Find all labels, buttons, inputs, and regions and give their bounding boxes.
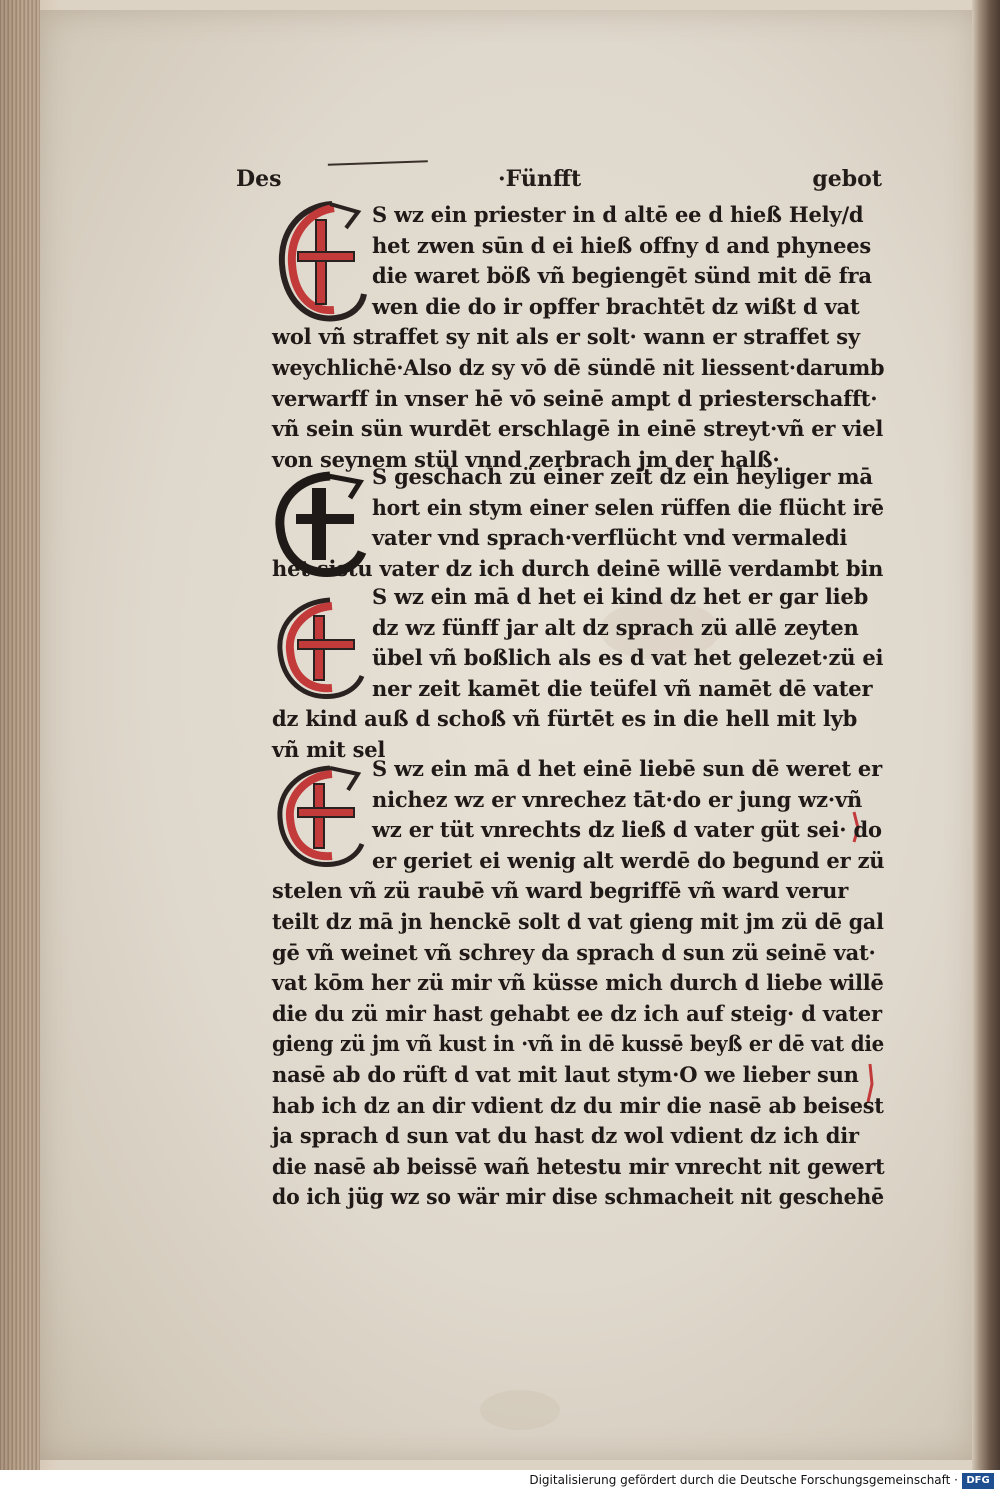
text-line: gē vñ weinet vñ schrey da sprach d sun zü seinē vat· <box>272 939 876 965</box>
text-line: die du zü mir hast gehabt ee dz ich auf steig· d vater <box>272 1000 882 1026</box>
text-line: het sistu vater dz ich durch deinē willē verdambt bin <box>272 555 884 581</box>
text-line: dz kind auß d schoß vñ fürtēt es in die hell mit lyb <box>272 706 858 732</box>
text-line: wz er tüt vnrechts dz ließ d vater güt sei· do <box>372 817 882 843</box>
text-line: hort ein stym einer selen rüffen die flücht irē <box>372 494 884 520</box>
text-line: S geschach zü einer zeit dz ein heyliger mā <box>372 464 873 489</box>
dfg-logo: DFG <box>962 1473 994 1489</box>
text-line: nichez wz er vnrechez tāt·do er jung wz·vñ <box>372 786 863 812</box>
text-line: vñ sein sün wurdēt erschlagē in einē streyt·vñ er viel <box>272 416 884 442</box>
text-line: ner zeit kamēt die teüfel vñ namēt dē vater <box>372 675 873 701</box>
text-line: dz wz fünff jar alt dz sprach zü allē zeyten <box>372 614 859 640</box>
text-line: von seynem stül vnnd zerbrach jm der halß· <box>272 446 780 472</box>
text-line: ja sprach d sun vat du hast dz wol vdient dz ich dir <box>272 1123 859 1149</box>
running-head <box>236 162 882 196</box>
text-line: vater vnd sprach·verflücht vnd vermaledi <box>372 525 848 551</box>
text-line: S wz ein priester in d altē ee d hieß Hely/d <box>372 202 864 227</box>
page-fore-edge <box>0 0 40 1470</box>
text-line: die waret böß vñ begiengēt sünd mit dē fra <box>372 263 872 289</box>
text-line: gieng zü jm vñ kust in ·vñ in dē kussē beyß er dē vat die <box>272 1031 885 1057</box>
running-head-middle: ·Fünfft <box>498 166 582 192</box>
footer-credit: Digitalisierung gefördert durch die Deutsche Forschungsgemeinschaft · <box>529 1473 958 1487</box>
text-line: S wz ein mā d het einē liebē sun dē weret er <box>372 756 882 781</box>
text-line: weychlichē·Also dz sy vō dē sündē nit liessent·darumb <box>272 355 885 380</box>
text-line: wen die do ir opffer brachtēt dz wißt d vat <box>372 293 860 319</box>
text-line: er geriet ei wenig alt werdē do begund er zü <box>372 847 885 873</box>
foxing-stain <box>480 1390 560 1430</box>
text-line: teilt dz mā jn henckē solt d vat gieng mit jm zü dē gal <box>272 909 884 934</box>
text-line: verwarff in vnser hē vō seinē ampt d priesterschafft· <box>272 385 878 411</box>
running-head-right: gebot <box>812 166 882 192</box>
spine-gutter <box>972 0 1000 1470</box>
text-line: übel vñ boßlich als es d vat het gelezet·zü ei <box>372 645 884 671</box>
text-line: vñ mit sel <box>272 737 386 762</box>
running-head-left: Des <box>236 166 282 192</box>
text-line: wol vñ straffet sy nit als er solt· wann er straffet sy <box>272 324 860 350</box>
rubricated-initial-1 <box>272 198 368 328</box>
rubricated-initial-3 <box>272 584 368 714</box>
text-line: S wz ein mā d het ei kind dz het er gar lieb <box>372 584 869 609</box>
text-line: het zwen sūn d ei hieß offny d and phynees <box>372 232 872 258</box>
text-line: hab ich dz an dir vdient dz du mir die nasē ab beisest <box>272 1092 884 1118</box>
text-line: do ich jüg wz so wär mir dise schmacheit nit geschehē <box>272 1184 884 1210</box>
text-line: nasē ab do rüft d vat mit laut stym·O we lieber sun <box>272 1062 859 1087</box>
footer-bar <box>0 1470 1000 1492</box>
running-head-flourish <box>328 160 428 175</box>
rubricated-initial-4 <box>272 752 368 882</box>
text-line: vat kōm her zü mir vñ küsse mich durch d liebe willē <box>272 970 884 996</box>
text-line: stelen vñ zü raubē vñ ward begriffē vñ ward verur <box>272 878 849 904</box>
text-line: die nasē ab beissē wañ hetestu mir vnrecht nit gewert <box>272 1153 885 1179</box>
